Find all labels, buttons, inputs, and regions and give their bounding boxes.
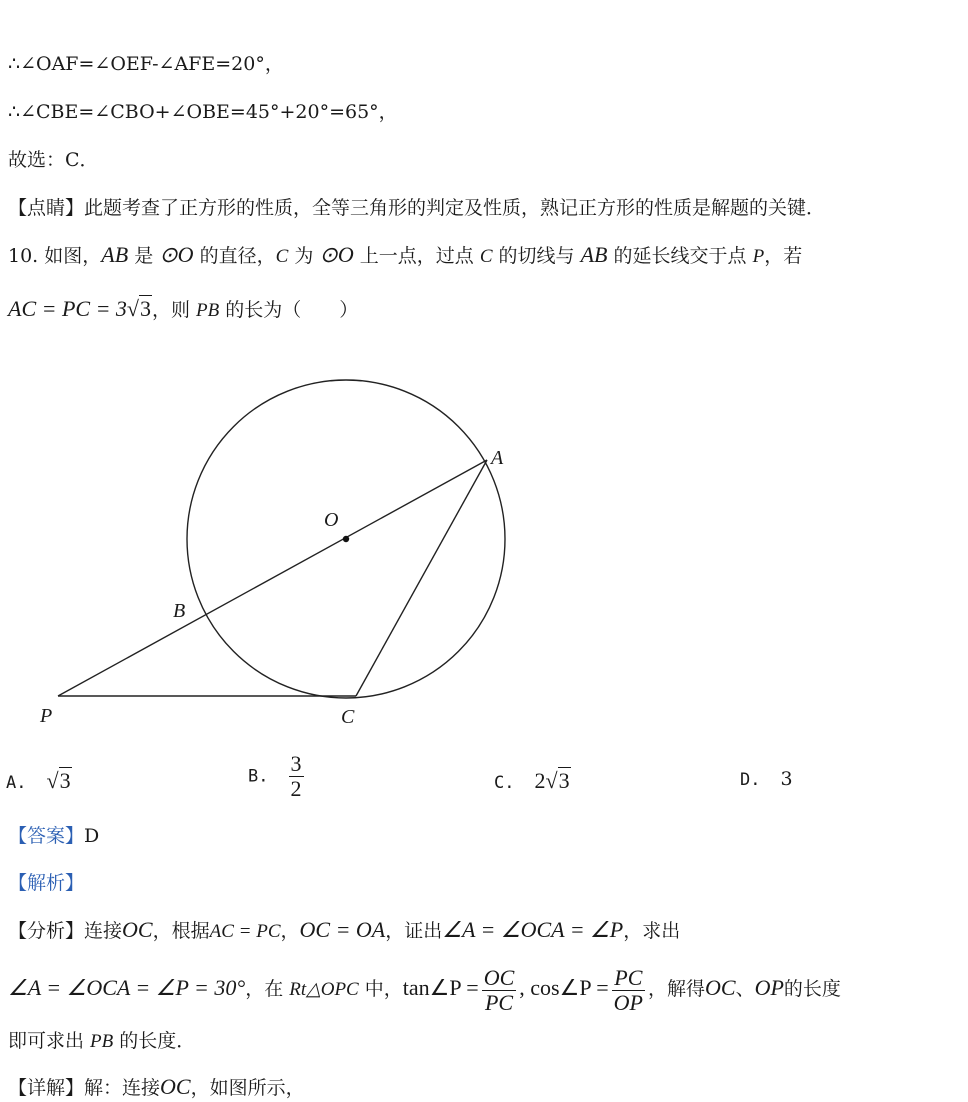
question-number: 10. 如图，: [8, 245, 102, 267]
line2-text: 的长度: [783, 978, 841, 1000]
line-oaf: ∴∠OAF=∠OEF-∠AFE=20°，: [8, 53, 284, 75]
q-pb: PB: [196, 300, 220, 321]
option-b-label: B.: [248, 766, 269, 787]
option-c-coef: 2: [534, 768, 546, 793]
fenxi-text: ，证出: [385, 920, 443, 942]
label-p: P: [40, 705, 53, 727]
line-pa: [58, 460, 487, 696]
fenxi-math: OC = OA: [299, 917, 386, 942]
option-b: [248, 752, 307, 801]
option-b-fraction: [289, 752, 304, 801]
q-text: ，则: [152, 299, 197, 321]
line2-triangle: Rt△OPC: [289, 979, 359, 1000]
q-circle-o: ⊙O: [159, 242, 194, 267]
label-o: O: [324, 509, 339, 531]
xiangjie-oc: OC: [160, 1074, 191, 1099]
option-c-value: 3: [558, 768, 570, 793]
q-text: 的长为（ ）: [219, 299, 359, 321]
option-a: A. √3: [6, 768, 71, 793]
line3-pb: PB: [90, 1031, 114, 1052]
option-d-value: 3: [780, 768, 793, 790]
xiangjie-text: 解：连接: [84, 1077, 161, 1099]
line3-text: 即可求出: [8, 1030, 91, 1052]
center-dot: [343, 536, 349, 542]
option-d: [740, 768, 793, 790]
option-b-denominator: 2: [290, 776, 302, 801]
q-c: C: [479, 246, 493, 267]
frac1-num: OC: [483, 964, 515, 990]
line2-cos: , cos∠P =: [519, 975, 609, 1000]
label-b: B: [173, 600, 186, 622]
q-circle-o: ⊙O: [319, 242, 354, 267]
q-text: 上一点，过点: [353, 245, 480, 267]
frac2-den: OP: [613, 989, 643, 1015]
line2-text: ，在: [245, 978, 290, 1000]
q-text: 为: [288, 245, 320, 267]
fenxi-math: OC: [122, 917, 153, 942]
line2-text: 、: [735, 978, 755, 1000]
answer-value: D: [84, 825, 100, 847]
line2-math: ∠A = ∠OCA = ∠P = 30°: [8, 975, 246, 1000]
option-c: C. 2√3: [494, 768, 570, 793]
fenxi-text: 连接: [84, 920, 123, 942]
fraction-oc-pc: [482, 966, 517, 1015]
fenxi-label: 【分析】: [8, 920, 85, 942]
line3-text: 的长度．: [113, 1030, 196, 1052]
q-text: ，若: [764, 245, 803, 267]
fraction-pc-op: [612, 966, 645, 1015]
line-choice: 故选：C．: [8, 149, 99, 171]
label-a: A: [491, 447, 504, 469]
frac2-num: PC: [614, 964, 643, 990]
q-c: C: [275, 246, 289, 267]
xiangjie-label: 【详解】: [8, 1077, 85, 1099]
q-text: 的切线与: [492, 245, 581, 267]
frac1-den: PC: [482, 990, 517, 1015]
line2-tan: tan∠P =: [402, 975, 479, 1000]
option-a-label: A.: [6, 773, 27, 793]
label-c: C: [341, 706, 355, 728]
q-ab: AB: [101, 242, 129, 267]
answer-line: [8, 822, 99, 850]
line2-oc: OC: [705, 975, 736, 1000]
line-dianjing: 【点睛】此题考查了正方形的性质，全等三角形的判定及性质，熟记正方形的性质是解题的关键．: [8, 197, 826, 219]
fenxi-text: ，求出: [623, 920, 681, 942]
line2-text: ，解得: [647, 978, 705, 1000]
q-text: 的延长线交于点: [607, 245, 753, 267]
q-p: P: [752, 246, 765, 267]
answer-label: 【答案】: [8, 825, 85, 847]
option-d-label: D.: [740, 770, 761, 790]
q-text: 是: [128, 245, 160, 267]
analysis-label: 【解析】: [8, 872, 85, 894]
line-cbe: ∴∠CBE=∠CBO+∠OBE=45°+20°=65°，: [8, 101, 398, 123]
q-ab: AB: [580, 242, 608, 267]
option-b-numerator: 3: [290, 751, 302, 776]
question-line-2: AC = PC = 3√3，则 PB 的长为（ ）: [8, 296, 359, 321]
xiangjie-text: ，如图所示，: [190, 1077, 305, 1099]
option-c-label: C.: [494, 773, 515, 793]
line2-op: OP: [754, 975, 784, 1000]
fenxi-text: ，根据: [152, 920, 210, 942]
q-sqrt-value: 3: [140, 296, 151, 321]
fenxi-math: ∠A = ∠OCA = ∠P: [442, 917, 624, 942]
q-text: 的直径，: [193, 245, 276, 267]
option-a-value: 3: [59, 768, 71, 793]
analysis-line-3: [8, 1027, 195, 1056]
q-condition: AC = PC = 3: [8, 296, 127, 321]
xiangjie-line: [8, 1073, 305, 1102]
fenxi-line: [8, 916, 680, 946]
fenxi-text: ，: [280, 920, 300, 942]
analysis-line-2: [8, 956, 841, 1022]
fenxi-math: AC = PC: [209, 921, 281, 942]
line2-text: 中，: [358, 978, 403, 1000]
